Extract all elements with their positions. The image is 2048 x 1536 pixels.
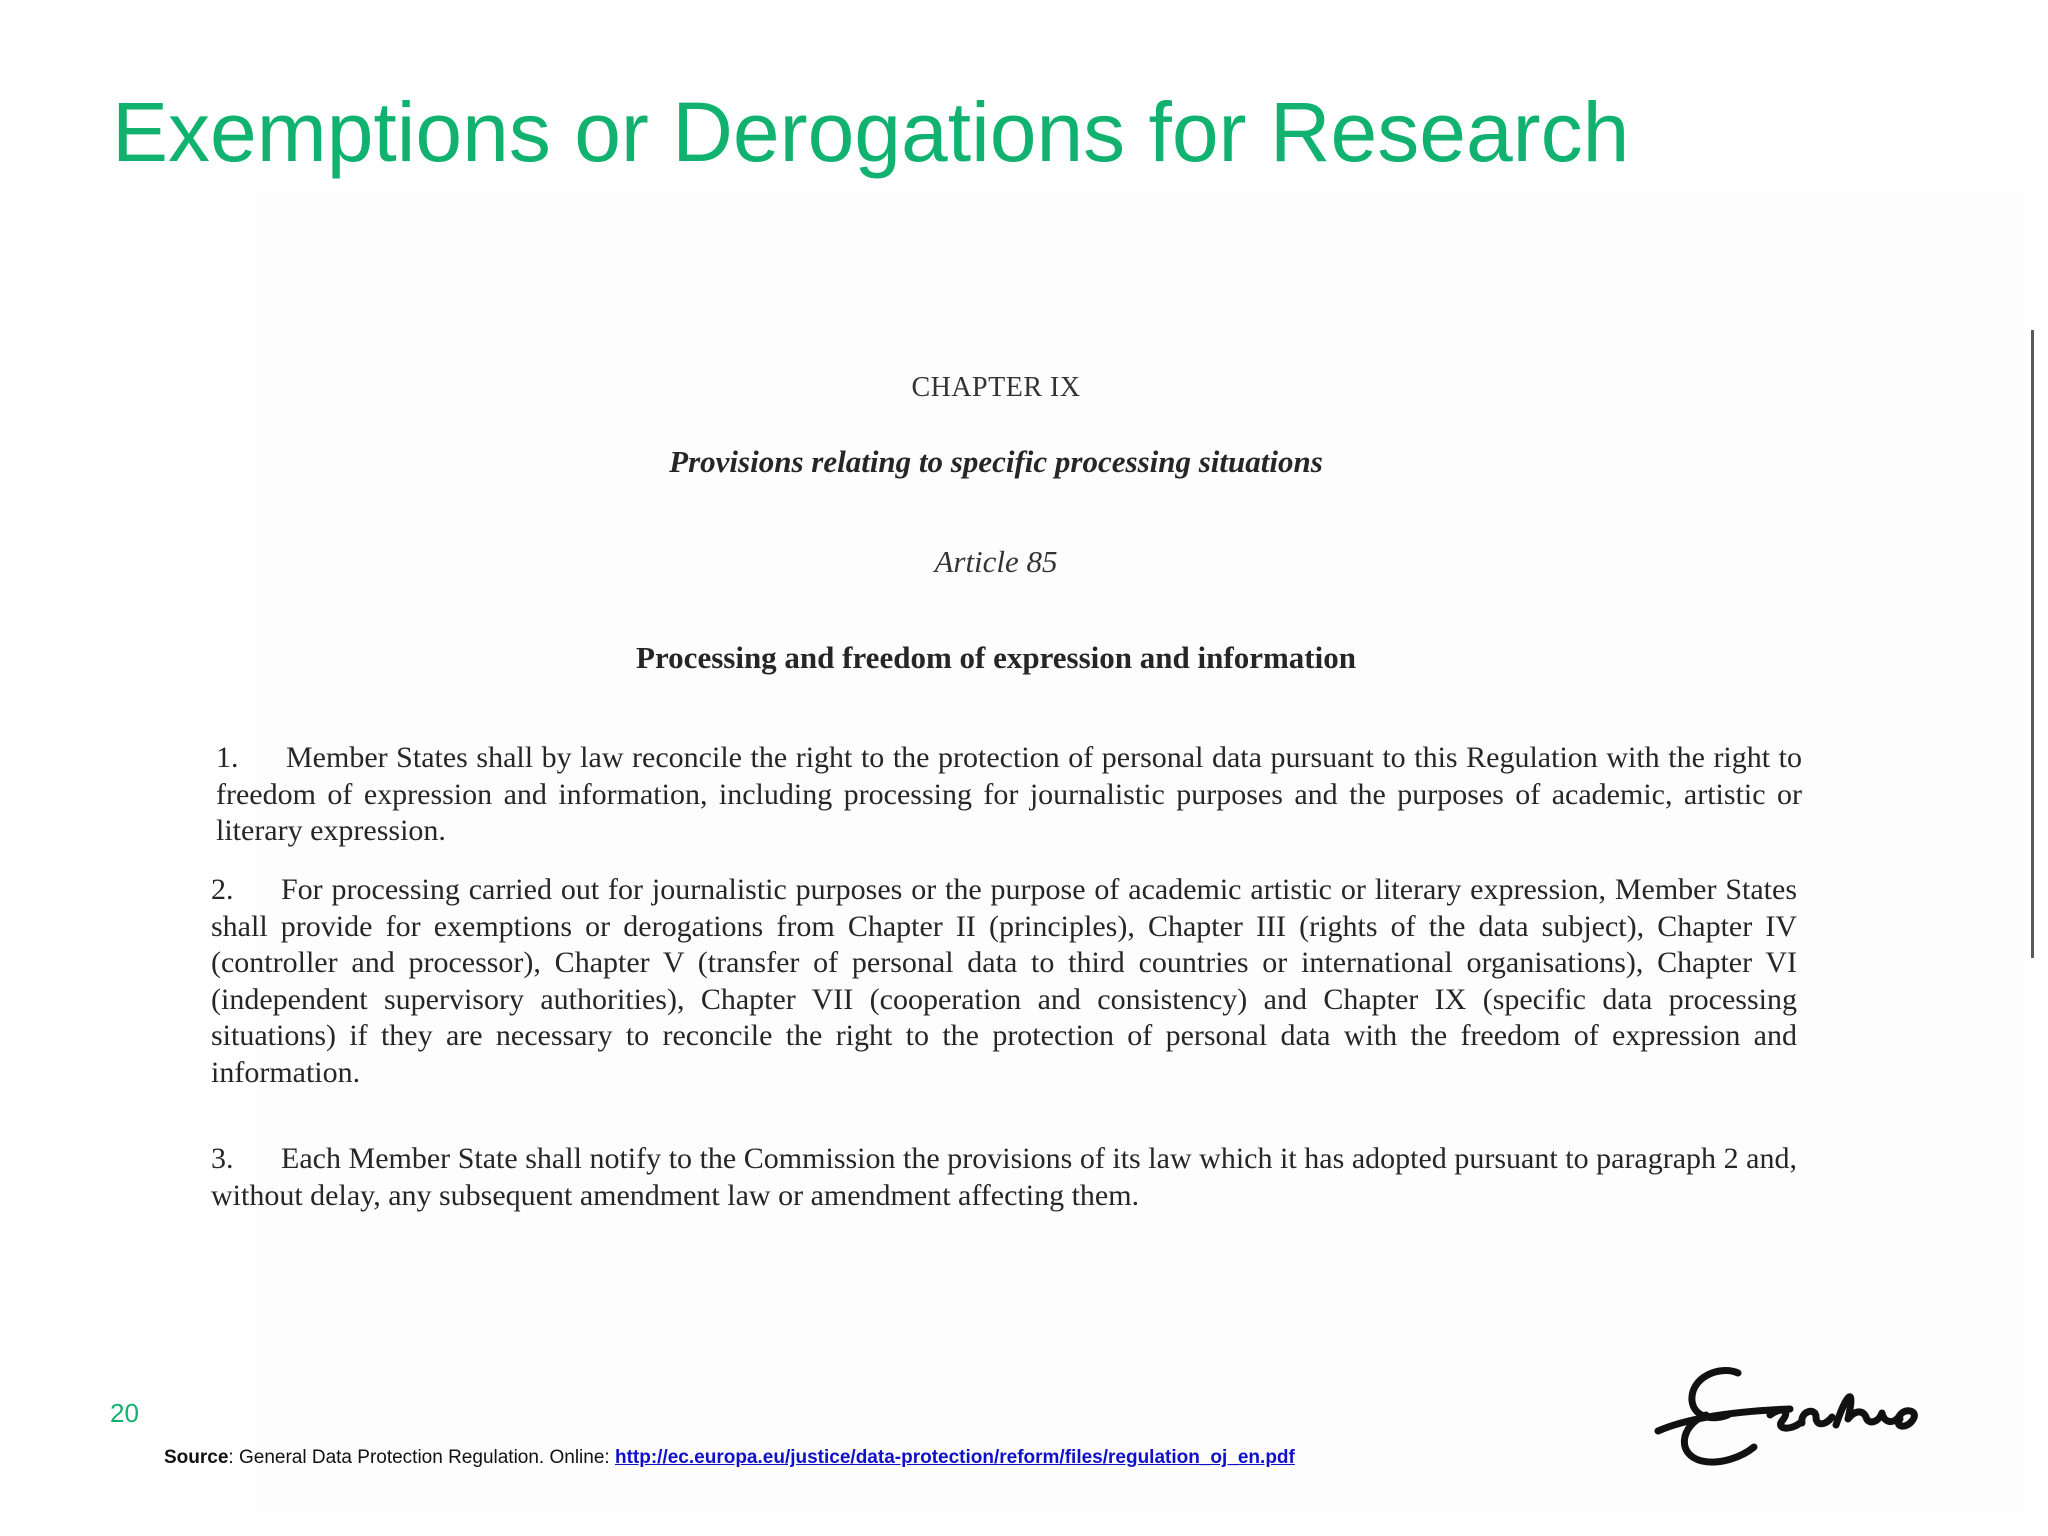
paragraph-text: Member States shall by law reconcile the right to the protection of personal data pursuant to this Regulation with the right to freedom of expression and information, including processing for journalistic purposes and the purposes of academic, artistic or literary expression.	[216, 741, 1802, 847]
paragraph-number: 2.	[211, 873, 234, 906]
paragraph-2	[211, 872, 1797, 1091]
page-number: 20	[110, 1398, 139, 1428]
paragraph-number: 3.	[211, 1142, 234, 1175]
article-heading: Processing and freedom of expression and information	[636, 640, 1356, 675]
document-scroll-edge	[2031, 330, 2034, 958]
erasmus-signature-logo	[1650, 1355, 1940, 1475]
source-label: Source	[164, 1447, 229, 1468]
article-number: Article 85	[934, 544, 1058, 579]
source-text: : General Data Protection Regulation. Online:	[228, 1447, 615, 1468]
paragraph-3	[211, 1141, 1797, 1214]
slide-title: Exemptions or Derogations for Research	[112, 85, 1630, 179]
erasmus-logo-icon	[1650, 1355, 1940, 1475]
chapter-label: CHAPTER IX	[911, 372, 1081, 403]
paragraph-text: For processing carried out for journalistic purposes or the purpose of academic artistic or literary expression, Member States shall provide for exemptions or derogations from Chapter II (principles), Chapter III (rights of the data subject), Chapter IV (controller and processor), Chapter V (transfer of personal data to third countries or international organisations), Chapter VI (independent supervisory authorities), Chapter VII (cooperation and consistency) and Chapter IX (specific data processing situations) if they are necessary to reconcile the right to the protection of personal data with the freedom of expression and information.	[211, 873, 1797, 1089]
paragraph-1	[216, 740, 1802, 850]
source-citation	[164, 1447, 1295, 1469]
provisions-title: Provisions relating to specific processing situations	[669, 444, 1323, 479]
paragraph-text: Each Member State shall notify to the Commission the provisions of its law which it has adopted pursuant to paragraph 2 and, without delay, any subsequent amendment law or amendment affecting them.	[211, 1142, 1797, 1212]
source-link[interactable]: http://ec.europa.eu/justice/data-protection/reform/files/regulation_oj_en.pdf	[614, 1447, 1295, 1468]
paragraph-number: 1.	[216, 741, 239, 774]
